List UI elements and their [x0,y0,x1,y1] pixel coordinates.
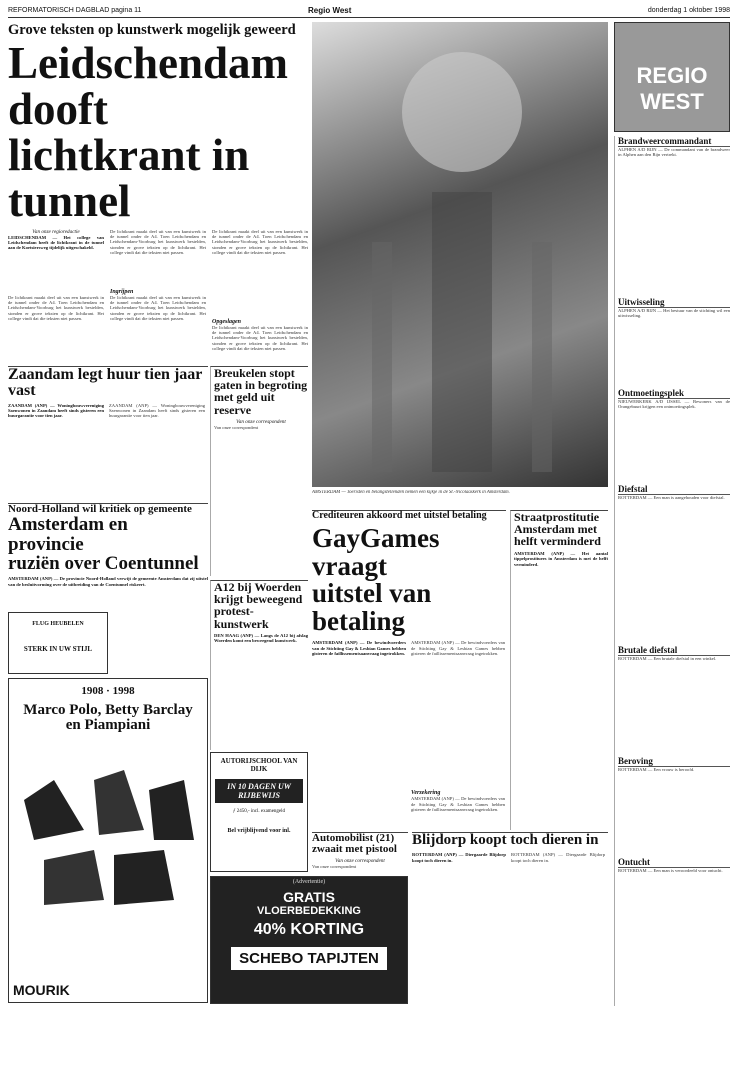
correspondent: Van onze correspondent [236,418,286,425]
ad-label: (Advertentie) [292,879,326,885]
ad-fluweel-title: FLUG HEUBELEN [32,621,84,627]
article-zaandam [8,366,208,501]
sidebar-body-5: ROTTERDAM — Een vrouw is beroofd. [618,767,695,772]
body: AMSTERDAM (ANP) — De bewindvoerders van de Stichting Gay & Lesbian Games hebben gisteren de faillissementsaanvraag ingetrokken. [411,640,505,657]
ad-ars-title: AUTORIJSCHOOL VAN DIJK [220,757,298,773]
sidebar-body-4: ROTTERDAM — Een brutale diefstal in een winkel. [618,656,717,661]
headline-1: GayGames vraagt [312,523,440,581]
sidebar-title-2: Ontmoetingsplek [618,388,730,399]
ad-schebo-logo: SCHEBO TAPIJTEN [231,947,387,970]
headline-2: lichtkrant in tunnel [8,129,250,226]
correspondent: Van onze correspondent [335,858,385,865]
body-col2b: De lichtkrant maakt deel uit van een kunstwerk in de tunnel onder de A4. Toen Leidschendam en Leidschendam-Voorburg het kunstwerk bestelden, stonden er grove teksten op de lichtkrant. Het college vindt dat die teksten niet passen. [110,294,206,322]
body-col2a: De lichtkrant maakt deel uit van een kunstwerk in de tunnel onder de A4. Toen Leidschendam en Leidschendam-Voorburg het kunstwerk bestelden, stonden er grove teksten op de lichtkrant. Het college vindt dat die teksten niet passen. [110,228,206,256]
lead: ZAANDAM (ANP) — Woningbouwvereniging Saenwonen in Zaandam heeft sinds gisteren een huurgarantie voor tien jaar. [8,402,104,419]
headline: Blijdorp koopt toch dieren in [412,832,599,848]
headline: Zaandam legt huur tien jaar vast [8,366,203,400]
ad-fluweel [8,612,108,674]
ad-ars-price: ƒ 2450,- incl. examengeld [232,809,286,814]
header-right: donderdag 1 oktober 1998 [647,7,730,14]
sidebar-title-0: Brandweercommandant [618,136,730,147]
body-col1: De lichtkrant maakt deel uit van een kunstwerk in de tunnel onder de A4. Toen Leidschendam en Leidschendam-Voorburg het kunstwerk bestelden, stonden er grove teksten op de lichtkrant. Het college vindt dat die teksten niet passen. [8,294,104,322]
ad-autorijschool [210,752,308,872]
sub-opgeslagen: Opgeslagen [212,318,241,325]
ad-schebo [210,876,408,1004]
article-gaygames [312,510,506,830]
body: Van onze correspondent [214,424,259,430]
ad-ars-cta: Bel vrijblijvend voor inl. [227,828,291,834]
ad-marco-polo [8,678,208,1003]
body: ZAANDAM (ANP) — Woningbouwvereniging Saenwonen in Zaandam heeft sinds gisteren een huurgarantie voor tien jaar. [109,402,205,419]
headline: Breukelen stopt gaten in begroting met geld uit reserve [214,366,308,417]
headline-1: Leidschendam dooft [8,38,289,134]
lead: AMSTERDAM (ANP) — De provincie Noord-Holland verwijt de gemeente Amsterdam dat zij uitstel van de besluitvorming over de uitbreiding van de Coentunnel riskeert. [8,576,208,587]
sidebar-body-0: ALPHEN A/D RIJN — De commandant van de brandweer in Alphen aan den Rijn vertrekt. [618,147,730,158]
lead: LEIDSCHENDAM — Het college van Leidschendam heeft de lichtkrant in de tunnel aan de Koetsiersweg tijdelijk uitgeschakeld. [8,234,104,251]
article-a12 [210,580,308,750]
headline: Straatprostitutie Amsterdam met helft verminderd [514,510,601,549]
ad-year: 1908 · 1998 [81,685,135,697]
ad-brands: Marco Polo, Betty Barclay en Piampiani [23,702,193,734]
lead: DEN HAAG (ANP) — Langs de A12 bij afslag Woerden komt een beweegend kunstwerk. [214,632,308,644]
ad-mourik: MOURIK [13,982,70,998]
sub-verzekering: Verzekering [411,790,441,797]
ad-sterk: STERK IN UW STIJL [23,645,93,653]
sidebar [614,136,730,1006]
headline: A12 bij Woerden krijgt beweegend protest-kunstwerk [214,580,303,631]
body-2: AMSTERDAM (ANP) — De bewindvoerders van de Stichting Gay & Lesbian Games hebben gisteren de faillissementsaanvraag ingetrokken. [411,796,505,813]
body-col3b: De lichtkrant maakt deel uit van een kunstwerk in de tunnel onder de A4. Toen Leidschendam en Leidschendam-Voorburg het kunstwerk bestelden, stonden er grove teksten op de lichtkrant. Het college vindt dat die teksten niet passen. [212,324,308,352]
lead: AMSTERDAM (ANP) — Het aantal tippelprostituees in Amsterdam is met de helft verminderd. [514,550,608,567]
headline-2: uitstel van betaling [312,578,432,636]
lead: AMSTERDAM (ANP) — De bewindvoerders van de Stichting Gay & Lesbian Games hebben gisteren de faillissementsaanvraag ingetrokken. [312,640,406,657]
ad-korting: 40% KORTING [253,921,365,938]
sub-ingrijpen: Ingrijpen [110,288,134,295]
overline: Crediteuren akkoord met uitstel betaling [312,510,487,521]
regio-title: REGIO WEST [636,63,708,114]
sidebar-body-2: NIEUWERKERK A/D IJSSEL — Bewoners van de Orangebuurt krijgen een ontmoetingsplek. [618,399,730,410]
article-coentunnel [8,503,208,608]
sidebar-title-3: Diefstal [618,484,730,495]
ad-vloer: VLOERBEDEKKING [257,905,361,917]
overline: Noord-Holland wil kritiek op gemeente [8,503,192,515]
photo-illustration [312,22,608,487]
headline-2: ruziën over Coentunnel [8,552,199,574]
article-lichtkrant [8,22,308,362]
shoes-illustration [14,740,204,910]
sidebar-body-6: ROTTERDAM — Een man is veroordeeld voor ontucht. [618,868,723,873]
article-blijdorp [412,832,608,1004]
regio-west-banner [614,22,730,132]
headline: Automobilist (21) zwaait met pistool [312,832,397,856]
sidebar-body-1: ALPHEN A/D RIJN — Het bestuur van de stichting wil een uitwisseling. [618,308,730,319]
body: Van onze correspondent [312,864,357,870]
kicker: Grove teksten op kunstwerk mogelijk geweerd [8,22,296,38]
headline-1: Amsterdam en provincie [8,514,128,555]
article-straatprostitutie [510,510,608,830]
sidebar-title-6: Ontucht [618,857,730,868]
sidebar-body-3: ROTTERDAM — Een man is aangehouden voor diefstal. [618,495,725,500]
sidebar-title-4: Brutale diefstal [618,645,730,656]
page-header [8,6,730,18]
ad-ars-slogan: IN 10 DAGEN UW RIJBEWIJS [215,779,303,803]
photo-caption: AMSTERDAM — Toeristen en belangstellenden nemen een kijkje in de St.-Nicolaaskerk in Amsterdam. [312,490,510,495]
correspondent: Van onze regioredactie [32,228,80,235]
lead: ROTTERDAM (ANP) — Diergaarde Blijdorp koopt toch dieren in. [412,852,506,863]
sidebar-title-5: Beroving [618,756,730,767]
header-left: REFORMATORISCH DAGBLAD pagina 11 [8,7,142,14]
body: ROTTERDAM (ANP) — Diergaarde Blijdorp koopt toch dieren in. [511,852,605,863]
ad-gratis: GRATIS [283,889,335,905]
article-breukelen [210,366,308,576]
sidebar-title-1: Uitwisseling [618,297,730,308]
body-col3a: De lichtkrant maakt deel uit van een kunstwerk in de tunnel onder de A4. Toen Leidschendam en Leidschendam-Voorburg het kunstwerk bestelden, stonden er grove teksten op de lichtkrant. Het college vindt dat die teksten niet passen. [212,228,308,256]
church-photo [312,22,608,487]
header-center: Regio West [308,6,352,15]
